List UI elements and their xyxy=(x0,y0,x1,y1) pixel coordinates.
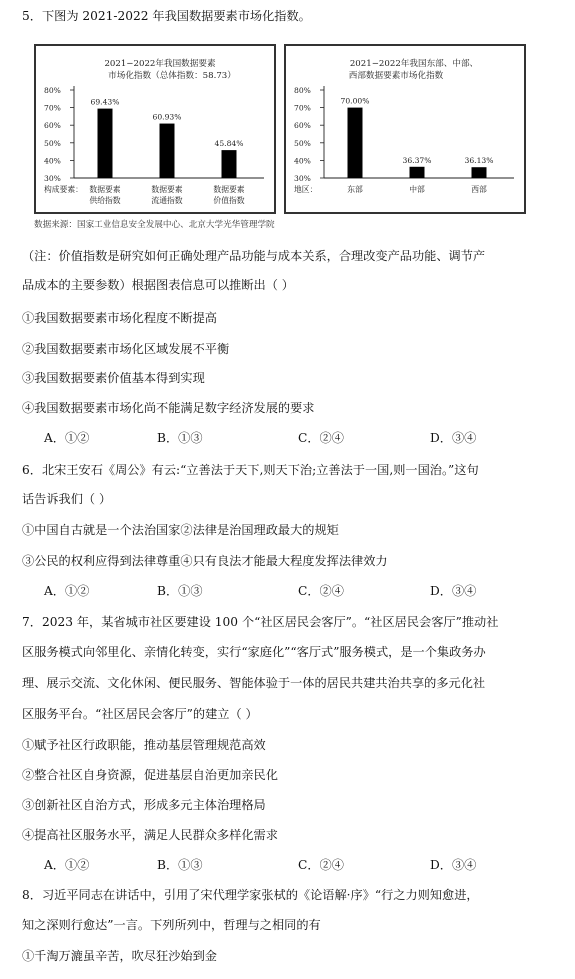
chart-right-data-label: 70.00% xyxy=(340,96,370,106)
chart-right xyxy=(284,44,526,214)
chart-left-ytick-label: 40% xyxy=(44,156,61,166)
chart-right-ytick-label: 80% xyxy=(294,86,311,95)
data-source: 数据来源：国家工业信息安全发展中心、北京大学光华管理学院 xyxy=(34,220,275,230)
chart-right-category-label: 西部 xyxy=(471,185,487,194)
q7-line1: 7．2023 年，某省城市社区要建设 100 个“社区居民会客厅”。“社区居民会客厅”推动社 xyxy=(22,615,499,629)
chart-right-title1: 2021−2022年我国东部、中部、 xyxy=(349,59,479,69)
q7-item-1: ①赋予社区行政职能，推动基层管理规范高效 xyxy=(22,738,266,752)
chart-right-ytick-label: 30% xyxy=(294,174,311,183)
chart-right-x-title: 地区： xyxy=(294,185,318,194)
chart-left-bar xyxy=(98,109,113,178)
q6-item-1: ①中国自古就是一个法治国家②法律是治国理政最大的规矩 xyxy=(22,523,339,537)
chart-left-title2: 市场化指数（总体指数：58.73） xyxy=(108,71,236,81)
chart-left-ytick-label: 60% xyxy=(44,121,61,131)
q6-line1: 6．北宋王安石《周公》有云:“立善法于天下,则天下治;立善法于一国,则一国治。”这句 xyxy=(22,463,479,477)
chart-left-x-title: 构成要素： xyxy=(44,185,83,194)
chart-right-ytick-label: 40% xyxy=(294,156,311,166)
chart-right-bar xyxy=(472,167,487,178)
q8-line2: 知之深则行愈达”一言。下列所列中，哲理与之相同的有 xyxy=(22,918,321,932)
chart-left-category-label: 流通指数 xyxy=(151,196,183,205)
q5-heading: 5．下图为 2021-2022 年我国数据要素市场化指数。 xyxy=(22,9,311,23)
q5-option-b[interactable]: B．①③ xyxy=(157,431,203,445)
q8-item-1: ①千淘万漉虽辛苦，吹尽狂沙始到金 xyxy=(22,949,217,963)
q7-item-4: ④提高社区服务水平，满足人民群众多样化需求 xyxy=(22,828,278,842)
chart-left-category-label: 数据要素 xyxy=(89,185,121,194)
q5-item-3: ③我国数据要素价值基本得到实现 xyxy=(22,371,205,385)
q5-option-d[interactable]: D．③④ xyxy=(430,431,477,445)
chart-left-svg xyxy=(36,46,274,212)
chart-right-bar xyxy=(348,108,363,178)
q8-line1: 8．习近平同志在讲话中，引用了宋代理学家张栻的《论语解·序》“行之力则知愈进， xyxy=(22,888,479,902)
chart-left-data-label: 45.84% xyxy=(214,139,244,149)
q5-option-a[interactable]: A．①② xyxy=(44,431,90,445)
chart-left-category-label: 数据要素 xyxy=(151,185,183,194)
q5-note-line1: （注：价值指数是研究如何正确处理产品功能与成本关系，合理改变产品功能、调节产 xyxy=(22,249,486,263)
chart-right-category-label: 东部 xyxy=(347,185,363,194)
chart-right-data-label: 36.13% xyxy=(464,156,494,166)
q7-line4: 区服务平台。“社区居民会客厅”的建立（ ） xyxy=(22,707,258,721)
q5-note-line2: 品成本的主要参数）根据图表信息可以推断出（ ） xyxy=(22,278,294,292)
q6-option-d[interactable]: D．③④ xyxy=(430,584,477,598)
chart-left-category-label: 数据要素 xyxy=(213,185,245,194)
chart-left-category-label: 供给指数 xyxy=(89,196,121,205)
chart-right-ytick-label: 70% xyxy=(294,103,311,113)
chart-right-data-label: 36.37% xyxy=(402,155,432,165)
q7-option-a[interactable]: A．①② xyxy=(44,858,90,872)
chart-left-data-label: 69.43% xyxy=(90,97,120,107)
q7-item-2: ②整合社区自身资源，促进基层自治更加亲民化 xyxy=(22,768,278,782)
chart-left-ytick-label: 30% xyxy=(44,174,61,183)
q5-item-4: ④我国数据要素市场化尚不能满足数字经济发展的要求 xyxy=(22,401,315,415)
q7-line2: 区服务模式向邻里化、亲情化转变，实行“家庭化”“客厅式”服务模式，是一个集政务办 xyxy=(22,645,486,659)
q7-line3: 理、展示交流、文化休闲、便民服务、智能体验于一体的居民共建共治共享的多元化社 xyxy=(22,676,486,690)
q6-item-2: ③公民的权利应得到法律尊重④只有良法才能最大程度发挥法律效力 xyxy=(22,554,388,568)
q5-option-c[interactable]: C．②④ xyxy=(298,431,344,445)
q6-line2: 话告诉我们（ ） xyxy=(22,492,112,506)
q5-item-1: ①我国数据要素市场化程度不断提高 xyxy=(22,311,217,325)
chart-left-data-label: 60.93% xyxy=(152,112,182,122)
chart-left-ytick-label: 70% xyxy=(44,103,61,113)
chart-left-category-label: 价值指数 xyxy=(213,196,245,205)
chart-right-category-label: 中部 xyxy=(409,185,425,194)
q7-option-c[interactable]: C．②④ xyxy=(298,858,344,872)
chart-right-bar xyxy=(410,167,425,178)
q6-option-a[interactable]: A．①② xyxy=(44,584,90,598)
q7-option-d[interactable]: D．③④ xyxy=(430,858,477,872)
q7-item-3: ③创新社区自治方式，形成多元主体治理格局 xyxy=(22,798,266,812)
chart-right-ytick-label: 50% xyxy=(294,138,311,148)
chart-right-svg xyxy=(286,46,524,212)
q5-item-2: ②我国数据要素市场化区域发展不平衡 xyxy=(22,342,230,356)
q7-option-b[interactable]: B．①③ xyxy=(157,858,203,872)
chart-right-title2: 西部数据要素市场化指数 xyxy=(348,71,444,81)
q6-option-c[interactable]: C．②④ xyxy=(298,584,344,598)
chart-right-ytick-label: 60% xyxy=(294,121,311,131)
chart-left xyxy=(34,44,276,214)
chart-left-title1: 2021−2022年我国数据要素 xyxy=(104,59,216,69)
q6-option-b[interactable]: B．①③ xyxy=(157,584,203,598)
chart-left-ytick-label: 50% xyxy=(44,138,61,148)
chart-left-bar xyxy=(160,124,175,178)
chart-left-ytick-label: 80% xyxy=(44,86,61,95)
chart-left-bar xyxy=(222,150,237,178)
